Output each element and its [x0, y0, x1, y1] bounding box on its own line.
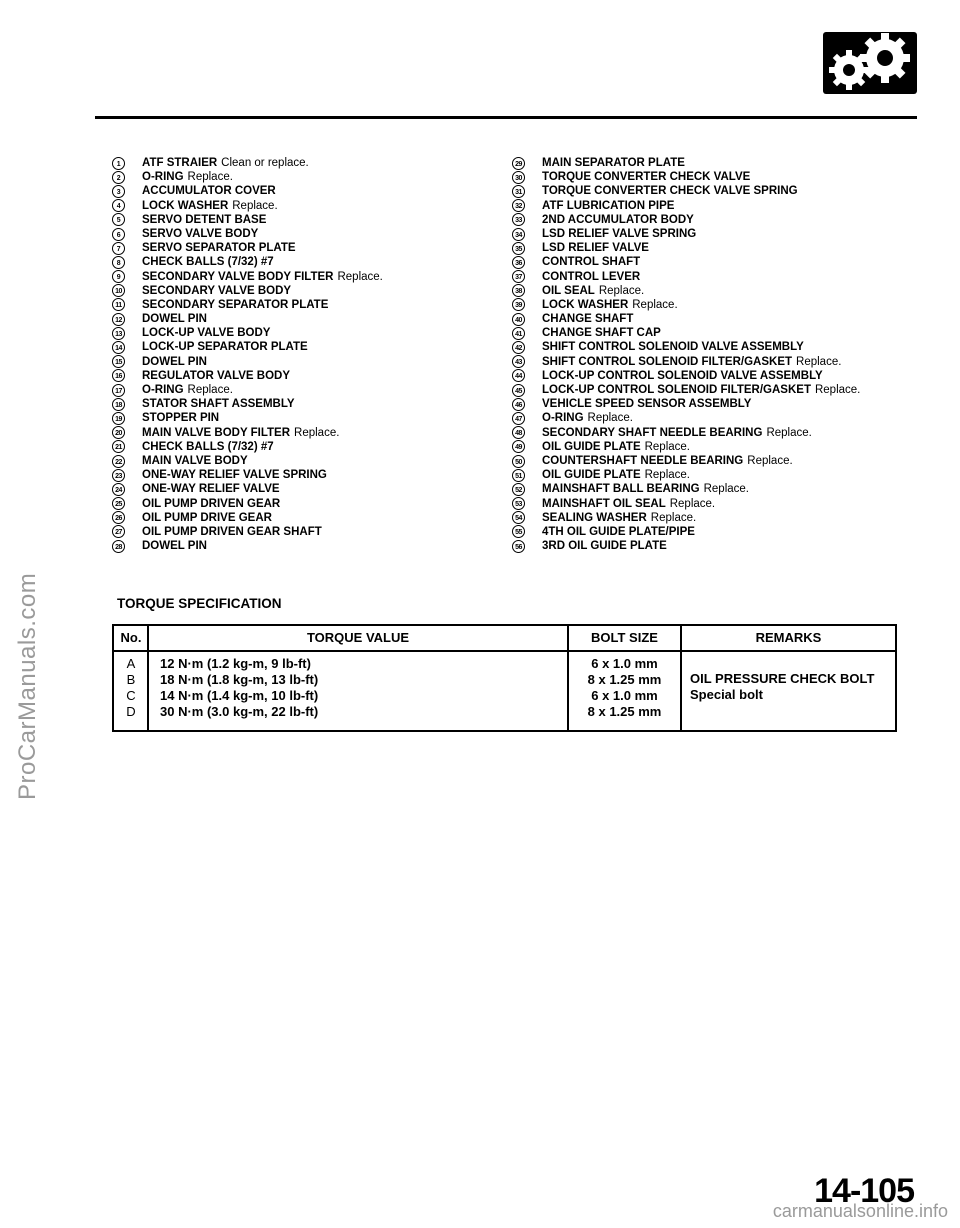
part-number: 36 — [512, 256, 525, 269]
part-item — [512, 454, 912, 468]
part-item — [112, 298, 502, 312]
part-number: 16 — [112, 369, 125, 382]
part-number: 24 — [112, 483, 125, 496]
part-note: Replace. — [669, 497, 716, 510]
part-item — [512, 241, 912, 255]
part-number: 7 — [112, 242, 125, 255]
part-name: OIL SEAL — [542, 284, 595, 297]
part-item — [512, 170, 912, 184]
part-number: 13 — [112, 327, 125, 340]
part-name: SECONDARY SHAFT NEEDLE BEARING — [542, 426, 763, 439]
part-name: ONE-WAY RELIEF VALVE SPRING — [142, 469, 327, 482]
part-name: LOCK-UP SEPARATOR PLATE — [142, 341, 308, 354]
part-item — [112, 213, 502, 227]
part-number: 30 — [512, 171, 525, 184]
part-item — [512, 426, 912, 440]
part-number: 2 — [112, 171, 125, 184]
part-item — [112, 468, 502, 482]
part-number: 33 — [512, 213, 525, 226]
part-item — [112, 355, 502, 369]
part-number: 23 — [112, 469, 125, 482]
part-name: SERVO VALVE BODY — [142, 227, 259, 240]
header-torque-value: TORQUE VALUE — [306, 630, 410, 645]
part-name: SERVO DETENT BASE — [142, 213, 267, 226]
part-name: 4TH OIL GUIDE PLATE/PIPE — [542, 525, 695, 538]
part-name: O-RING — [542, 412, 584, 425]
part-number: 44 — [512, 369, 525, 382]
part-item — [112, 312, 502, 326]
part-item — [512, 355, 912, 369]
part-note: Replace. — [703, 483, 749, 496]
part-number: 21 — [112, 440, 125, 453]
part-name: LOCK-UP VALVE BODY — [142, 327, 271, 340]
part-name: MAIN VALVE BODY FILTER — [142, 426, 291, 439]
part-name: DOWEL PIN — [142, 313, 207, 326]
part-number: 12 — [112, 313, 125, 326]
part-note: Replace. — [747, 454, 793, 467]
part-name: MAINSHAFT OIL SEAL — [542, 497, 666, 510]
part-item — [512, 383, 912, 397]
part-item — [512, 468, 912, 482]
part-number: 41 — [512, 327, 525, 340]
part-name: LOCK-UP CONTROL SOLENOID FILTER/GASKET — [542, 384, 811, 396]
part-item — [112, 241, 502, 255]
part-item — [512, 525, 912, 539]
part-number: 3 — [112, 185, 125, 198]
part-item — [112, 199, 502, 213]
part-number: 34 — [512, 228, 525, 241]
part-number: 50 — [512, 455, 525, 468]
part-item — [112, 497, 502, 511]
part-number: 47 — [512, 412, 525, 425]
part-number: 9 — [112, 270, 125, 283]
part-name: CHECK BALLS (7/32) #7 — [142, 256, 274, 269]
part-item — [112, 156, 502, 170]
part-name: OIL GUIDE PLATE — [542, 440, 641, 453]
row-c-no: C — [126, 688, 136, 703]
part-name: REGULATOR VALVE BODY — [142, 369, 291, 382]
part-note: Replace. — [650, 511, 697, 524]
part-name: SECONDARY VALVE BODY — [142, 284, 292, 297]
part-note: Replace. — [766, 426, 812, 439]
part-note: Replace. — [187, 384, 233, 396]
part-number: 53 — [512, 497, 525, 510]
part-number: 35 — [512, 242, 525, 255]
part-number: 43 — [512, 355, 525, 368]
part-number: 52 — [512, 483, 525, 496]
part-item — [512, 497, 912, 511]
part-note: Replace. — [644, 440, 690, 453]
part-note: Replace. — [632, 298, 678, 311]
part-name: OIL PUMP DRIVEN GEAR — [142, 497, 281, 510]
part-name: OIL PUMP DRIVE GEAR — [142, 511, 272, 524]
row-d-bolt: 8 x 1.25 mm — [587, 704, 662, 719]
part-number: 26 — [112, 511, 125, 524]
row-a-no: A — [126, 656, 136, 671]
part-number: 31 — [512, 185, 525, 198]
part-number: 25 — [112, 497, 125, 510]
part-number: 11 — [112, 298, 125, 311]
part-number: 48 — [512, 426, 525, 439]
part-number: 28 — [112, 540, 125, 553]
part-item — [112, 525, 502, 539]
part-name: LSD RELIEF VALVE SPRING — [542, 227, 697, 240]
part-number: 27 — [112, 525, 125, 538]
part-name: LOCK-UP CONTROL SOLENOID VALVE ASSEMBLY — [542, 369, 823, 382]
part-item — [112, 284, 502, 298]
part-name: SEALING WASHER — [542, 511, 647, 524]
part-note: Replace. — [337, 270, 383, 283]
header-bolt-size: BOLT SIZE — [591, 630, 658, 645]
part-name: TORQUE CONVERTER CHECK VALVE SPRING — [542, 185, 798, 198]
part-number: 32 — [512, 199, 525, 212]
part-name: VEHICLE SPEED SENSOR ASSEMBLY — [542, 398, 752, 411]
part-note: Replace. — [294, 426, 340, 439]
part-name: MAIN VALVE BODY — [142, 454, 248, 467]
part-number: 45 — [512, 384, 525, 397]
row-a-bolt: 6 x 1.0 mm — [591, 656, 658, 671]
row-c-value: 14 N·m (1.4 kg-m, 10 lb-ft) — [160, 688, 319, 703]
remark-check-bolt: OIL PRESSURE CHECK BOLT — [690, 671, 875, 686]
part-item — [512, 312, 912, 326]
row-b-no: B — [126, 672, 136, 687]
part-name: ACCUMULATOR COVER — [142, 185, 276, 198]
part-number: 19 — [112, 412, 125, 425]
part-item — [112, 270, 502, 284]
part-item — [112, 511, 502, 525]
part-item — [112, 184, 502, 198]
torque-title: TORQUE SPECIFICATION — [117, 596, 282, 611]
part-item — [112, 326, 502, 340]
part-name: SERVO SEPARATOR PLATE — [142, 242, 296, 255]
part-name: CHANGE SHAFT — [542, 313, 634, 326]
part-item — [112, 482, 502, 496]
part-name: SECONDARY SEPARATOR PLATE — [142, 298, 329, 311]
part-item — [512, 184, 912, 198]
part-name: MAIN SEPARATOR PLATE — [542, 157, 685, 169]
part-number: 10 — [112, 284, 125, 297]
part-item — [512, 369, 912, 383]
part-number: 20 — [112, 426, 125, 439]
part-number: 4 — [112, 199, 125, 212]
remark-special-bolt: Special bolt — [690, 687, 763, 702]
part-item — [512, 284, 912, 298]
part-item — [512, 255, 912, 269]
part-name: CHANGE SHAFT CAP — [542, 327, 661, 340]
part-number: 15 — [112, 355, 125, 368]
part-name: OIL GUIDE PLATE — [542, 469, 641, 482]
part-name: SHIFT CONTROL SOLENOID VALVE ASSEMBLY — [542, 341, 804, 354]
part-number: 22 — [112, 455, 125, 468]
part-number: 56 — [512, 540, 525, 553]
part-note: Replace. — [232, 199, 278, 212]
part-item — [112, 539, 502, 553]
part-number: 38 — [512, 284, 525, 297]
part-item — [112, 454, 502, 468]
part-number: 37 — [512, 270, 525, 283]
part-name: ATF STRAIER — [142, 157, 218, 169]
part-name: COUNTERSHAFT NEEDLE BEARING — [542, 454, 744, 467]
part-item — [512, 511, 912, 525]
part-name: LSD RELIEF VALVE — [542, 242, 649, 255]
row-d-no: D — [126, 704, 136, 719]
part-name: DOWEL PIN — [142, 540, 207, 553]
part-note: Clean or replace. — [221, 157, 309, 169]
part-note: Replace. — [187, 171, 233, 184]
header-remarks: REMARKS — [755, 630, 822, 645]
part-name: MAINSHAFT BALL BEARING — [542, 483, 700, 496]
part-number: 39 — [512, 298, 525, 311]
part-item — [112, 411, 502, 425]
part-number: 8 — [112, 256, 125, 269]
header-no: No. — [120, 630, 142, 645]
row-b-bolt: 8 x 1.25 mm — [587, 672, 662, 687]
part-name: STOPPER PIN — [142, 412, 220, 425]
part-item — [112, 255, 502, 269]
part-name: O-RING — [142, 384, 184, 396]
part-item — [112, 170, 502, 184]
part-number: 55 — [512, 525, 525, 538]
part-number: 18 — [112, 398, 125, 411]
part-name: CONTROL LEVER — [542, 270, 641, 283]
row-b-value: 18 N·m (1.8 kg-m, 13 lb-ft) — [160, 672, 319, 687]
part-number: 42 — [512, 341, 525, 354]
part-name: ATF LUBRICATION PIPE — [542, 199, 675, 212]
torque-table — [112, 624, 897, 732]
row-d-value: 30 N·m (3.0 kg-m, 22 lb-ft) — [160, 704, 319, 719]
part-number: 1 — [112, 157, 125, 170]
part-name: LOCK WASHER — [142, 199, 229, 212]
part-number: 54 — [512, 511, 525, 524]
part-name: O-RING — [142, 171, 184, 184]
part-item — [112, 383, 502, 397]
part-item — [512, 227, 912, 241]
part-note: Replace. — [598, 284, 645, 297]
part-item — [112, 426, 502, 440]
part-note: Replace. — [587, 412, 633, 425]
part-item — [512, 298, 912, 312]
part-number: 17 — [112, 384, 125, 397]
part-number: 14 — [112, 341, 125, 354]
part-note: Replace. — [796, 355, 842, 368]
part-item — [512, 340, 912, 354]
part-item — [512, 199, 912, 213]
bottom-watermark: carmanualsonline.info — [772, 1201, 948, 1221]
part-name: TORQUE CONVERTER CHECK VALVE — [542, 171, 751, 184]
header-rule — [95, 116, 917, 119]
part-name: SECONDARY VALVE BODY FILTER — [142, 270, 334, 283]
part-name: SHIFT CONTROL SOLENOID FILTER/GASKET — [542, 355, 793, 368]
part-item — [112, 440, 502, 454]
page-number: 14-105 — [814, 1172, 914, 1210]
part-number: 46 — [512, 398, 525, 411]
gears-icon — [823, 32, 917, 94]
part-name: LOCK WASHER — [542, 298, 629, 311]
part-item — [112, 340, 502, 354]
part-number: 6 — [112, 228, 125, 241]
part-number: 29 — [512, 157, 525, 170]
part-item — [512, 213, 912, 227]
part-number: 5 — [112, 213, 125, 226]
part-item — [512, 326, 912, 340]
part-item — [112, 397, 502, 411]
part-name: 2ND ACCUMULATOR BODY — [542, 213, 694, 226]
part-item — [512, 539, 912, 553]
part-note: Replace. — [814, 384, 861, 396]
part-name: CHECK BALLS (7/32) #7 — [142, 440, 274, 453]
part-item — [512, 156, 912, 170]
part-name: ONE-WAY RELIEF VALVE — [142, 483, 280, 496]
side-watermark: ProCarManuals.com — [14, 572, 41, 800]
part-item — [512, 482, 912, 496]
part-item — [112, 369, 502, 383]
part-number: 51 — [512, 469, 525, 482]
part-item — [512, 397, 912, 411]
part-name: CONTROL SHAFT — [542, 256, 641, 269]
part-name: DOWEL PIN — [142, 355, 207, 368]
part-name: 3RD OIL GUIDE PLATE — [542, 540, 667, 553]
row-c-bolt: 6 x 1.0 mm — [591, 688, 658, 703]
part-item — [512, 411, 912, 425]
part-item — [112, 227, 502, 241]
parts-list-right — [512, 156, 912, 553]
part-number: 40 — [512, 313, 525, 326]
part-item — [512, 440, 912, 454]
part-name: OIL PUMP DRIVEN GEAR SHAFT — [142, 525, 322, 538]
parts-list-left — [112, 156, 502, 553]
part-note: Replace. — [644, 469, 690, 482]
part-number: 49 — [512, 440, 525, 453]
row-a-value: 12 N·m (1.2 kg-m, 9 lb-ft) — [160, 656, 311, 671]
part-name: STATOR SHAFT ASSEMBLY — [142, 398, 295, 411]
part-item — [512, 270, 912, 284]
